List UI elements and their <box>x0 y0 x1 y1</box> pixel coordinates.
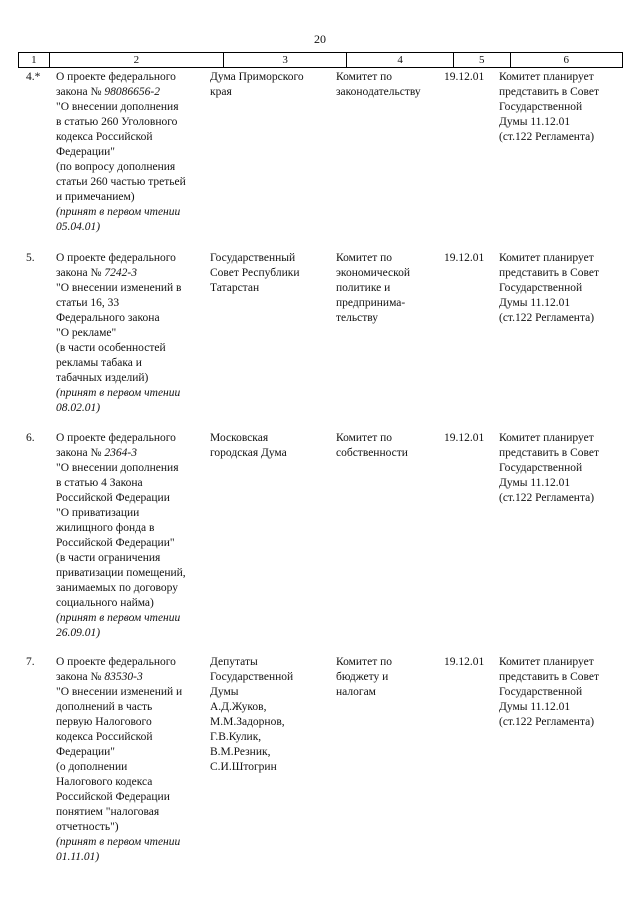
bill-title-line: Российской Федерации" <box>56 537 175 549</box>
committee-line: Комитет по <box>336 71 392 83</box>
committee-line: Комитет по <box>336 656 392 668</box>
committee-line: собственности <box>336 447 408 459</box>
bill-author-line: Дума Приморского <box>210 71 304 83</box>
bill-title-line: отчетность") <box>56 821 119 833</box>
bill-title-line: закона № 83530-3 <box>56 671 143 683</box>
bill-author-line: А.Д.Жуков, <box>210 701 267 713</box>
plan-note-line: (ст.122 Регламента) <box>499 492 595 504</box>
bill-title-line: (в части особенностей <box>56 342 166 354</box>
bill-title-line: 01.11.01) <box>56 851 100 863</box>
responsible-committee <box>336 251 436 326</box>
bill-author <box>210 251 330 296</box>
plan-note-line: Думы 11.12.01 <box>499 116 571 128</box>
plan-note <box>499 655 624 730</box>
bill-title-line: понятием "налоговая <box>56 806 160 818</box>
bill-author-line: городская Дума <box>210 447 287 459</box>
bill-title <box>56 251 206 416</box>
committee-line: предпринима- <box>336 297 406 309</box>
bill-author-line: Государственный <box>210 252 296 264</box>
plan-note-line: представить в Совет <box>499 447 600 459</box>
bill-title-line: (в части ограничения <box>56 552 161 564</box>
bill-title-line: приватизации помещений, <box>56 567 186 579</box>
plan-note-line: Комитет планирует <box>499 656 594 668</box>
bill-title <box>56 70 206 235</box>
bill-author-line: М.М.Задорнов, <box>210 716 285 728</box>
row-number: 7. <box>26 656 35 668</box>
bill-title-line: "О внесении изменений в <box>56 282 182 294</box>
bill-title-line: (по вопросу дополнения <box>56 161 176 173</box>
bill-title-line: (о дополнении <box>56 761 128 773</box>
bill-title-line: Российской Федерации <box>56 492 170 504</box>
plan-note-line: Государственной <box>499 686 583 698</box>
header-col-6: 6 <box>563 54 570 66</box>
bill-author-line: края <box>210 86 232 98</box>
bill-title-line: (принят в первом чтении <box>56 836 181 848</box>
bill-title-line: О проекте федерального <box>56 252 176 264</box>
bill-title-line: закона № 7242-3 <box>56 267 137 279</box>
bill-author-line: Совет Республики <box>210 267 300 279</box>
plan-note-line: Комитет планирует <box>499 71 594 83</box>
date: 19.12.01 <box>444 252 485 264</box>
bill-title-line: (принят в первом чтении <box>56 612 181 624</box>
bill-title-line: дополнений в часть <box>56 701 153 713</box>
responsible-committee <box>336 655 436 700</box>
bill-title-line: статьи 16, 33 <box>56 297 120 309</box>
bill-author <box>210 655 330 775</box>
bill-title-line: кодекса Российской <box>56 131 153 143</box>
plan-note-line: (ст.122 Регламента) <box>499 131 595 143</box>
plan-note <box>499 70 624 145</box>
plan-note-line: Думы 11.12.01 <box>499 701 571 713</box>
committee-line: экономической <box>336 267 410 279</box>
committee-line: налогам <box>336 686 376 698</box>
bill-title-line: закона № 98086656-2 <box>56 86 160 98</box>
plan-note-line: Государственной <box>499 462 583 474</box>
bill-author-line: Думы <box>210 686 239 698</box>
page-number: 20 <box>314 32 326 46</box>
plan-note-line: Государственной <box>499 101 583 113</box>
bill-title-line: Российской Федерации <box>56 791 170 803</box>
plan-note-line: представить в Совет <box>499 86 600 98</box>
bill-title-line: "О рекламе" <box>56 327 117 339</box>
plan-note-line: Думы 11.12.01 <box>499 477 571 489</box>
bill-title-line: социального найма) <box>56 597 154 609</box>
bill-author-line: Г.В.Кулик, <box>210 731 262 743</box>
bill-title-line: "О приватизации <box>56 507 140 519</box>
bill-title-line: статьи 260 частью третьей <box>56 176 186 188</box>
committee-line: Комитет по <box>336 252 392 264</box>
bill-title <box>56 431 206 641</box>
plan-note-line: Думы 11.12.01 <box>499 297 571 309</box>
bill-title-line: (принят в первом чтении <box>56 387 181 399</box>
header-col-3: 3 <box>224 53 347 67</box>
bill-title-line: "О внесении дополнения <box>56 101 179 113</box>
header-col-2: 2 <box>50 53 224 67</box>
plan-note-line: (ст.122 Регламента) <box>499 716 595 728</box>
bill-author-line: С.И.Штогрин <box>210 761 277 773</box>
bill-title-line: рекламы табака и <box>56 357 142 369</box>
committee-line: Комитет по <box>336 432 392 444</box>
bill-title-line: занимаемых по договору <box>56 582 179 594</box>
bill-author <box>210 431 330 461</box>
bill-author-line: Депутаты <box>210 656 258 668</box>
committee-line: бюджету и <box>336 671 389 683</box>
bill-author-line: Государственной <box>210 671 294 683</box>
bill-title-line: и примечанием) <box>56 191 135 203</box>
plan-note-line: (ст.122 Регламента) <box>499 312 595 324</box>
bill-author-line: Татарстан <box>210 282 260 294</box>
bill-title-line: О проекте федерального <box>56 656 176 668</box>
bill-title-line: 08.02.01) <box>56 402 101 414</box>
bill-title-line: (принят в первом чтении <box>56 206 181 218</box>
plan-note-line: представить в Совет <box>499 267 600 279</box>
plan-note-line: Комитет планирует <box>499 252 594 264</box>
header-col-5: 5 <box>454 53 511 67</box>
committee-line: законодательству <box>336 86 421 98</box>
bill-title-line: жилищного фонда в <box>56 522 155 534</box>
row-number: 5. <box>26 252 35 264</box>
bill-author-line: В.М.Резник, <box>210 746 271 758</box>
bill-author <box>210 70 330 100</box>
row-number: 6. <box>26 432 35 444</box>
bill-title <box>56 655 206 865</box>
table-header <box>18 52 623 68</box>
bill-title-line: "О внесении изменений и <box>56 686 183 698</box>
committee-line: тельству <box>336 312 379 324</box>
date: 19.12.01 <box>444 656 485 668</box>
bill-title-line: О проекте федерального <box>56 71 176 83</box>
date: 19.12.01 <box>444 432 485 444</box>
bill-author-line: Московская <box>210 432 269 444</box>
row-number: 4.* <box>26 71 41 83</box>
responsible-committee <box>336 70 436 100</box>
plan-note-line: представить в Совет <box>499 671 600 683</box>
bill-title-line: закона № 2364-3 <box>56 447 137 459</box>
committee-line: политике и <box>336 282 391 294</box>
bill-title-line: "О внесении дополнения <box>56 462 179 474</box>
bill-title-line: первую Налогового <box>56 716 152 728</box>
bill-title-line: Федерации" <box>56 146 116 158</box>
bill-title-line: табачных изделий) <box>56 372 149 384</box>
bill-title-line: 26.09.01) <box>56 627 101 639</box>
bill-title-line: Налогового кодекса <box>56 776 153 788</box>
header-col-4: 4 <box>347 53 453 67</box>
bill-title-line: кодекса Российской <box>56 731 153 743</box>
plan-note <box>499 431 624 506</box>
bill-title-line: Федерального закона <box>56 312 160 324</box>
bill-title-line: 05.04.01) <box>56 221 101 233</box>
responsible-committee <box>336 431 436 461</box>
date: 19.12.01 <box>444 71 485 83</box>
plan-note-line: Комитет планирует <box>499 432 594 444</box>
plan-note <box>499 251 624 326</box>
bill-title-line: в статью 260 Уголовного <box>56 116 178 128</box>
bill-title-line: Федерации" <box>56 746 116 758</box>
plan-note-line: Государственной <box>499 282 583 294</box>
bill-title-line: О проекте федерального <box>56 432 176 444</box>
header-col-1: 1 <box>19 53 50 67</box>
bill-title-line: в статью 4 Закона <box>56 477 143 489</box>
